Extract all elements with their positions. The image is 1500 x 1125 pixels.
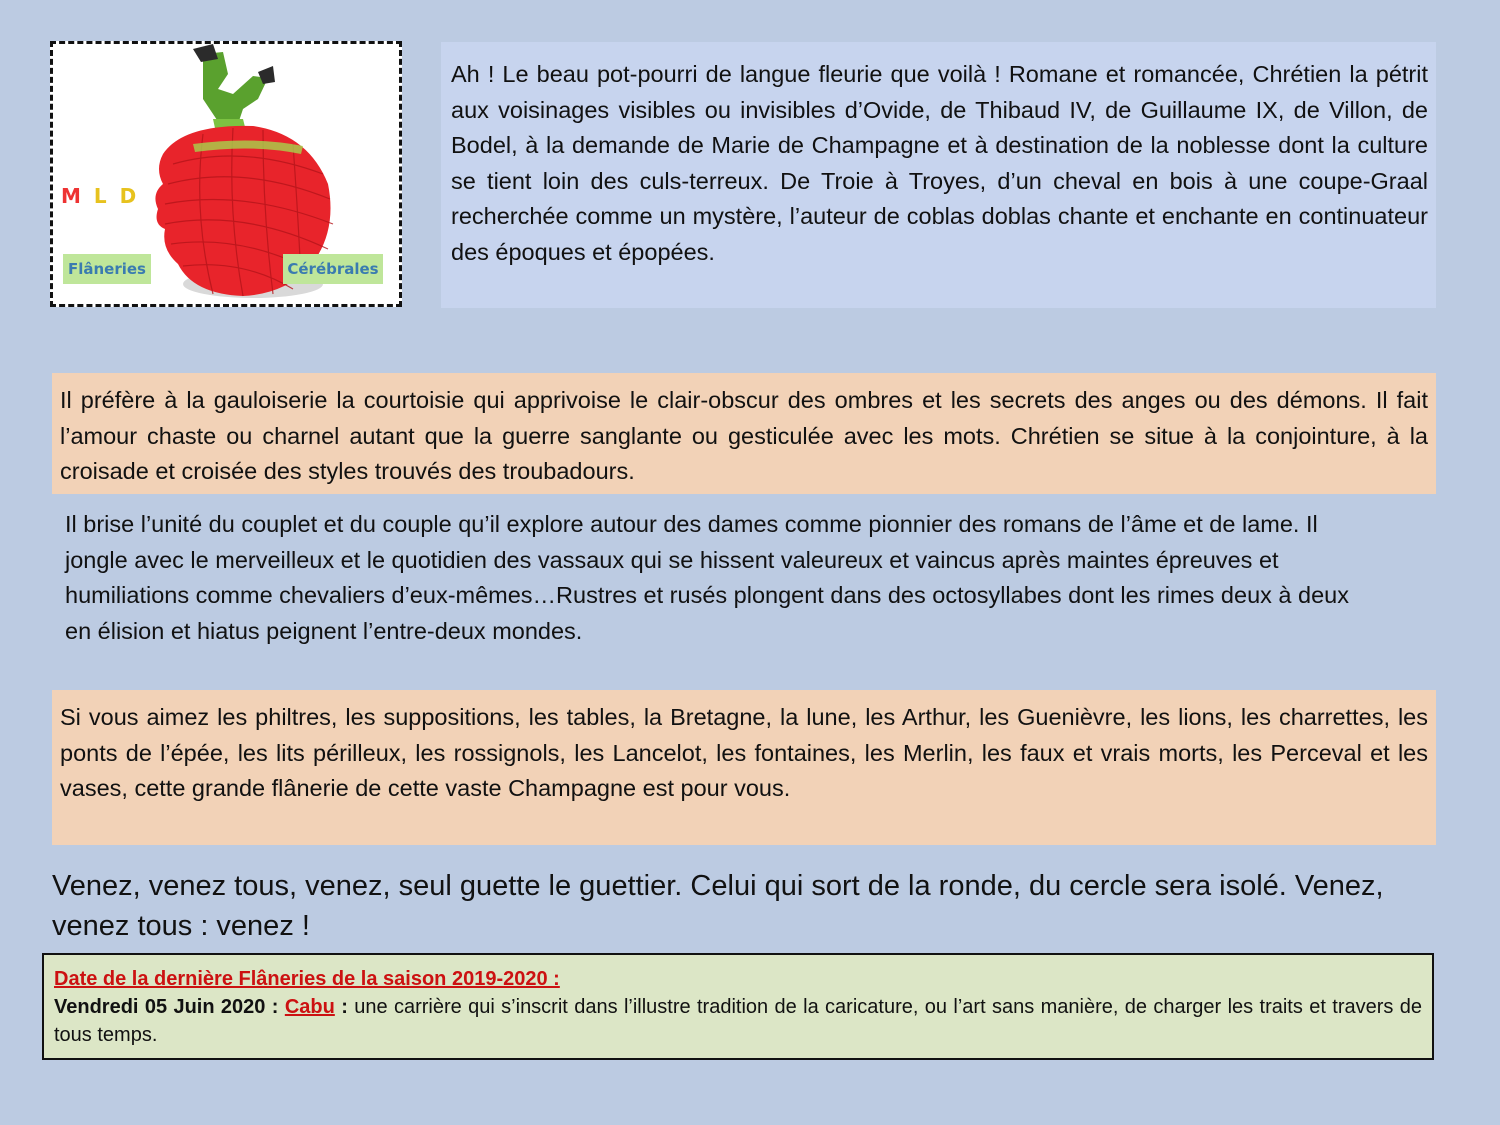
announcement-date: Vendredi 05 Juin 2020 : [54,996,285,1018]
announcement-colon: : [334,996,348,1018]
philtres-paragraph: Si vous aimez les philtres, les suppositions, les tables, la Bretagne, la lune, les Arthur, les Guenièvre, les lions, les charrettes, les ponts de l’épée, les lits périlleux, les rossignols, les Lancelot, les fontaines, les Merlin, les faux et vrais morts, les Perceval et les vases, cette grande flânerie de cette vaste Champagne est pour vous. [52,690,1436,845]
intro-paragraph: Ah ! Le beau pot-pourri de langue fleurie que voilà ! Romane et romancée, Chrétien la pétrit aux voisinages visibles ou invisibles d’Ovide, de Thibaud IV, de Guillaume IX, de Villon, de Bodel, à la demande de Marie de Champagne et à destination de la noblesse dont la culture se tient loin des culs-terreux. De Troie à Troyes, d’un cheval en bois à une coupe-Graal recherchée comme un mystère, l’auteur de coblas doblas chante et enchante en continuateur des époques et épopées. [441,42,1436,308]
mld-logo-letters [61,184,139,208]
venez-paragraph: Venez, venez tous, venez, seul guette le guettier. Celui qui sort de la ronde, du cercle sera isolé. Venez, venez tous : venez ! [52,870,1384,942]
announcement-box [42,953,1434,1060]
logo-image [50,41,402,307]
courtoisie-paragraph: Il préfère à la gauloiserie la courtoisie qui apprivoise le clair-obscur des ombres et les secrets des anges ou des démons. Il fait l’amour chaste ou charnel autant que la guerre sanglante ou gesticulée avec les mots. Chrétien se situe à la conjointure, à la croisade et croisée des styles trouvés des troubadours. [52,373,1436,494]
announcement-speaker-link[interactable]: Cabu [284,996,335,1018]
announcement-title: Date de la dernière Flâneries de la saison 2019-2020 : [54,968,560,990]
announcement-body [54,993,1422,1049]
couplet-paragraph: Il brise l’unité du couplet et du couple qu’il explore autour des dames comme pionnier des romans de l’âme et de lame. Il jongle avec le merveilleux et le quotidien des vassaux qui se hissent valeureux et vaincus après maintes épreuves et humiliations comme chevaliers d’eux-mêmes…Rustres et rusés plongent dans des octosyllabes dont les rimes deux à deux en élision et hiatus peignent l’entre-deux mondes. [65,511,1349,644]
logo-letter-d: D [119,184,140,208]
logo-letter-l: L [93,184,110,208]
announcement-description: une carrière qui s’inscrit dans l’illustre tradition de la caricature, ou l’art sans manière, de charger les traits et travers de tous temps. [54,996,1422,1046]
logo-letter-m: M [61,184,84,208]
logo-tag-cerebrales: Cérébrales [283,254,383,284]
logo-tag-flaneries: Flâneries [63,254,151,284]
